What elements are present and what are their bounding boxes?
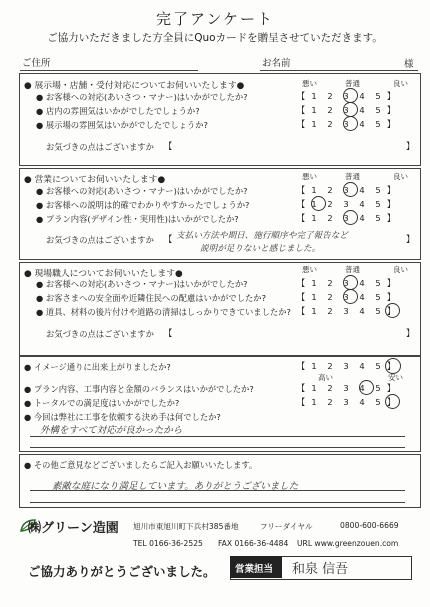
s3-q2: ● お客さまへの安全面や近隣住民への配慮はいかがでしたか? bbox=[36, 293, 267, 303]
s1-q2-mark bbox=[343, 102, 358, 117]
s4-q2-scale: 【 1 2 3 4 5 】 bbox=[296, 383, 396, 393]
sales-label: 営業担当 bbox=[235, 564, 274, 575]
company-url: URL www.greenzouen.com bbox=[297, 539, 399, 548]
sales-rep-name: 和泉 信吾 bbox=[292, 562, 349, 577]
s3-q1-scale: 【 1 2 3 4 5 】 bbox=[296, 278, 396, 288]
s2-comment-line1: 支払い方法や期日、施行順序や完了報告など bbox=[176, 231, 348, 241]
s1-q2-scale: 【 1 2 3 4 5 】 bbox=[296, 105, 396, 115]
s2-q3-mark bbox=[343, 210, 358, 225]
s4-answer-line bbox=[30, 436, 405, 437]
s2-q2: ● お客様への説明は的確でわかりやすかったでしょうか? bbox=[36, 200, 250, 210]
s1-comment-close: 】 bbox=[406, 141, 415, 151]
s2-q1: ● お客様への対応(あいさつ・マナー)はいかがでしたか? bbox=[36, 186, 248, 196]
s2-q1-mark bbox=[343, 182, 358, 197]
s2-q2-scale: 【 1 2 3 4 5 】 bbox=[296, 199, 396, 209]
s5-q1: ● その他ご意見などございましたらご記入お願いいたします。 bbox=[24, 460, 258, 470]
s1-q1-scale: 【 1 2 3 4 5 】 bbox=[296, 91, 396, 101]
s4-q1-scale: 【 1 2 3 4 5 】 bbox=[296, 361, 396, 371]
s4-answer-line bbox=[30, 447, 405, 448]
price-high-label: 高い bbox=[318, 373, 333, 382]
scale-good: 良い bbox=[393, 265, 408, 274]
survey-title: 完了アンケート bbox=[155, 10, 275, 28]
name-line bbox=[260, 70, 418, 71]
survey-subtitle: ご協力いただきました方全員にQuoカードを贈呈させていただきます。 bbox=[47, 32, 383, 44]
company-name: ㈱グリーン造園 bbox=[28, 521, 119, 536]
s2-comment-open: 【 bbox=[164, 234, 173, 244]
freedial-label: フリーダイヤル bbox=[260, 522, 313, 531]
s3-q3-mark bbox=[385, 303, 400, 318]
scale-good: 良い bbox=[393, 79, 408, 88]
company-tel: TEL 0166-36-2525 bbox=[133, 539, 203, 548]
s1-q3-scale: 【 1 2 3 4 5 】 bbox=[296, 119, 396, 129]
s2-q1-scale: 【 1 2 3 4 5 】 bbox=[296, 185, 396, 195]
section-sales-heading: ● 営業についてお伺いいたします● bbox=[24, 175, 166, 185]
s1-q2: ● 店内の雰囲気はいかがでしたでしょうか? bbox=[36, 106, 200, 116]
s3-comment-open: 【 bbox=[164, 328, 173, 338]
s3-q1: ● お客様への対応(あいさつ・マナー)はいかがでしたか? bbox=[36, 279, 248, 289]
s2-q2-mark bbox=[311, 196, 326, 211]
s2-q3: ● プラン内容(デザイン性・実用性)はいかがでしたか? bbox=[36, 214, 239, 224]
s3-comment-close: 】 bbox=[406, 328, 415, 338]
s1-q4: お気づきの点はございますか bbox=[46, 142, 154, 152]
company-fax: FAX 0166-36-4484 bbox=[218, 539, 289, 548]
s4-q3-scale: 【 1 2 3 4 5 】 bbox=[296, 397, 396, 407]
scale-normal: 普通 bbox=[345, 172, 360, 181]
scale-bad: 悪い bbox=[302, 265, 317, 274]
section-showroom-heading: ● 展示場・店舗・受付対応についてお伺いいたします● bbox=[24, 81, 245, 91]
s4-q3-mark bbox=[385, 394, 400, 409]
scale-bad: 悪い bbox=[302, 79, 317, 88]
s4-q2: ● プラン内容、工事内容と金額のバランスはいかがでしたか? bbox=[24, 384, 254, 394]
s1-comment-open: 【 bbox=[164, 141, 173, 151]
s3-q1-mark bbox=[343, 275, 358, 290]
s1-q1: ● お客様への対応(あいさつ・マナー)はいかがでしたか? bbox=[36, 92, 248, 102]
s1-q3: ● 展示場の雰囲気はいかがでしたでしょうか? bbox=[36, 120, 208, 130]
s2-q3-scale: 【 1 2 3 4 5 】 bbox=[296, 213, 396, 223]
thanks-message: ご協力ありがとうございました。 bbox=[28, 564, 216, 579]
s3-q3-scale: 【 1 2 3 4 5 】 bbox=[296, 306, 396, 316]
s5-answer: 素敵な庭になり満足しています。ありがとうございました bbox=[52, 481, 299, 492]
freedial-number: 0800-600-6669 bbox=[340, 521, 399, 530]
name-label: お名前 bbox=[262, 58, 291, 69]
s2-comment-line2: 説明が足りないと感じました。 bbox=[200, 244, 321, 254]
s1-q3-mark bbox=[343, 116, 358, 131]
company-address: 旭川市東旭川町下兵村385番地 bbox=[133, 522, 239, 531]
s5-answer-line bbox=[30, 502, 405, 503]
s4-q4: ● 今回は弊社に工事を依頼する決め手は何でしたか? bbox=[24, 412, 221, 422]
s3-q3: ● 道具、材料の後片付けや道路の清掃はしっかりできていましたか? bbox=[36, 307, 291, 317]
s4-answer: 外構をすべて対応が良かったから bbox=[40, 425, 183, 436]
s2-comment-close: 】 bbox=[406, 234, 415, 244]
scale-normal: 普通 bbox=[345, 265, 360, 274]
scale-good: 良い bbox=[393, 172, 408, 181]
s3-q2-scale: 【 1 2 3 4 5 】 bbox=[296, 292, 396, 302]
s4-q2-mark bbox=[359, 380, 374, 395]
address-line bbox=[20, 70, 198, 71]
s1-q1-mark bbox=[343, 88, 358, 103]
s3-q2-mark bbox=[343, 289, 358, 304]
s5-answer-line bbox=[30, 490, 405, 491]
section-craftsmen-heading: ● 現場職人についてお伺いいたします● bbox=[24, 269, 183, 279]
address-label: ご住所 bbox=[22, 58, 51, 69]
s3-q4: お気づきの点はございますか bbox=[46, 329, 154, 339]
price-low-label: 安い bbox=[388, 373, 403, 382]
s4-q1: ● イメージ通りに出来上がりましたか? bbox=[24, 362, 171, 372]
scale-bad: 悪い bbox=[302, 172, 317, 181]
scale-normal: 普通 bbox=[345, 79, 360, 88]
honorific: 様 bbox=[404, 59, 414, 70]
s4-q3: ● トータルでの満足度はいかがでしたか? bbox=[24, 398, 180, 408]
s2-q4: お気づきの点はございますか bbox=[46, 235, 154, 245]
